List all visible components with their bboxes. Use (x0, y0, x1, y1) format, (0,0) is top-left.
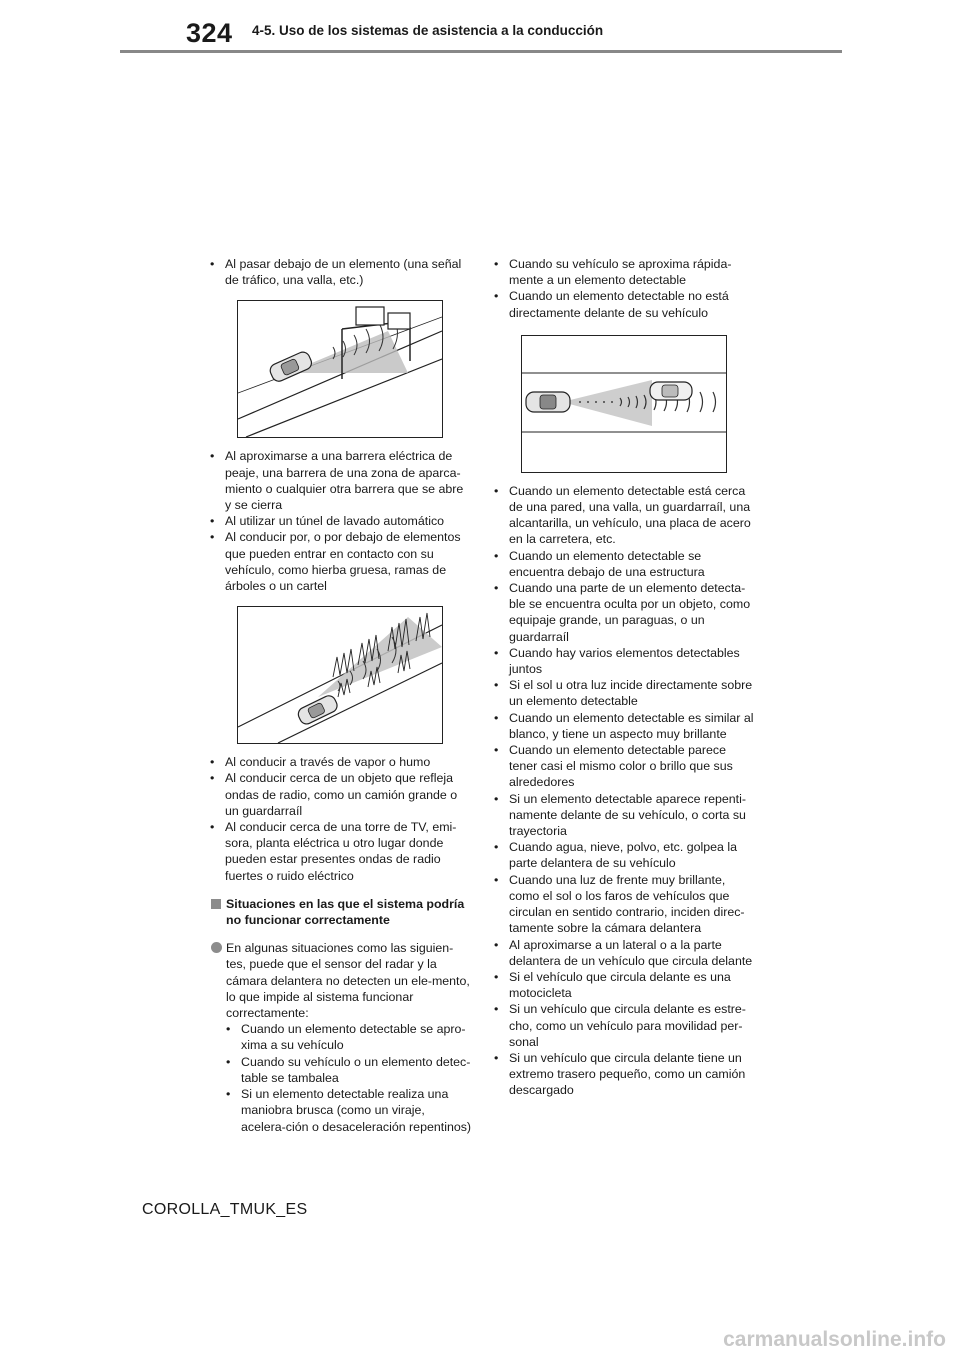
list-item: • Al aproximarse a una barrera eléctrica de peaje, una barrera de una zona de aparca-miento o cualquier otra barrera que se abre y se cierra (210, 449, 464, 513)
list-item: • Cuando un elemento detectable parece tener casi el mismo color o brillo que sus alrededores (494, 743, 733, 790)
list-item: • Cuando una parte de un elemento detecta-ble se encuentra oculta por un objeto, como equipaje grande, un paraguas, o un guardarraíl (494, 581, 751, 644)
right-list-a (494, 256, 756, 321)
list-item: • Al pasar debajo de un elemento (una señal de tráfico, una valla, etc.) (210, 257, 462, 288)
list-item: • Cuando un elemento detectable está cerca de una pared, una valla, un guardarraíl, una alcantarilla, un vehículo, una placa de acero en la carretera, etc. (494, 483, 751, 547)
list-item: • Si un vehículo que circula delante es estre-cho, como un vehículo para movilidad per-sonal (494, 1002, 746, 1049)
right-column (494, 256, 756, 1099)
list-item: • Cuando un elemento detectable se apro-xima a su vehículo (226, 1022, 466, 1053)
section-title: 4-5. Uso de los sistemas de asistencia a la conducción (252, 23, 604, 38)
intro-paragraph: En algunas situaciones como las siguien-tes, puede que el sensor del radar y la cámara delantera no detecten un ele-mento, lo que impide al sistema funcionar correctamente: • Cuando un elemento detectable se apro-xima a su vehículo • Cuando su vehículo o un elemento detec-table se tambalea • Si un elemento detectable realiza una maniobra brusca (como un viraje, acelera-ción o desaceleración repentinos) (210, 940, 472, 1134)
square-marker-icon (211, 899, 221, 909)
vegetation-drawing (238, 607, 442, 743)
list-item: • Cuando agua, nieve, polvo, etc. golpea la parte delantera de su vehículo (494, 840, 738, 871)
illustration-overhead-sign (237, 300, 443, 438)
left-list-a (210, 256, 472, 288)
list-item: • Cuando su vehículo o un elemento detec-table se tambalea (226, 1054, 471, 1085)
list-item: • Al utilizar un túnel de lavado automático (210, 514, 445, 529)
list-item: • Cuando un elemento detectable se encuentra debajo de una estructura (494, 548, 705, 579)
list-item: • Si un elemento detectable realiza una maniobra brusca (como un viraje, acelera-ción o desaceleración repentinos) (226, 1087, 472, 1134)
list-item: • Cuando un elemento detectable es similar al blanco, y tiene un aspecto muy brillante (494, 710, 754, 741)
footer-model-code: COROLLA_TMUK_ES (142, 1201, 308, 1218)
left-list-c (210, 754, 472, 884)
illustration-vegetation (237, 606, 443, 744)
list-item: • Al conducir por, o por debajo de elementos que pueden entrar en contacto con su vehículo, como hierba gruesa, ramas de árboles o un cartel (210, 530, 461, 594)
left-column (210, 256, 472, 1135)
left-list-b (210, 448, 472, 594)
list-item: • Al conducir cerca de un objeto que refleja ondas de radio, como un camión grande o un guardarraíl (210, 771, 458, 818)
section-heading: Situaciones en las que el sistema podría no funcionar correctamente (210, 896, 472, 928)
list-item: • Si un elemento detectable aparece repenti-namente delante de su vehículo, o corta su trayectoria (494, 791, 746, 839)
offset-vehicle-drawing (522, 336, 726, 472)
list-item: • Al conducir a través de vapor o humo (210, 755, 431, 770)
list-item: • Al conducir cerca de una torre de TV, emi-sora, planta eléctrica u otro lugar donde pueden estar presentes ondas de radio fuertes o ruido eléctrico (210, 820, 457, 883)
list-item: • Si el sol u otra luz incide directamente sobre un elemento detectable (494, 678, 753, 709)
right-list-b (494, 483, 756, 1099)
header-rule (120, 50, 842, 53)
list-item: • Al aproximarse a un lateral o a la parte delantera de un vehículo que circula delante (494, 937, 753, 968)
list-item: • Cuando un elemento detectable no está directamente delante de su vehículo (494, 289, 729, 320)
list-item: • Si un vehículo que circula delante tiene un extremo trasero pequeño, como un camión descargado (494, 1050, 746, 1098)
list-item: • Cuando hay varios elementos detectables juntos (494, 645, 740, 677)
list-item: • Si el vehículo que circula delante es una motocicleta (494, 969, 731, 1001)
circle-marker-icon (211, 942, 222, 953)
page-number: 324 (186, 18, 233, 48)
overhead-sign-drawing (238, 301, 442, 437)
watermark: carmanualsonline.info (723, 1328, 946, 1351)
list-item: • Cuando su vehículo se aproxima rápida-mente a un elemento detectable (494, 257, 732, 288)
illustration-offset-vehicle (521, 335, 727, 473)
list-item: • Cuando una luz de frente muy brillante, como el sol o los faros de vehículos que circulan en sentido contrario, inciden direc-tamente sobre la cámara delantera (494, 872, 745, 936)
left-list-d (226, 1021, 472, 1134)
